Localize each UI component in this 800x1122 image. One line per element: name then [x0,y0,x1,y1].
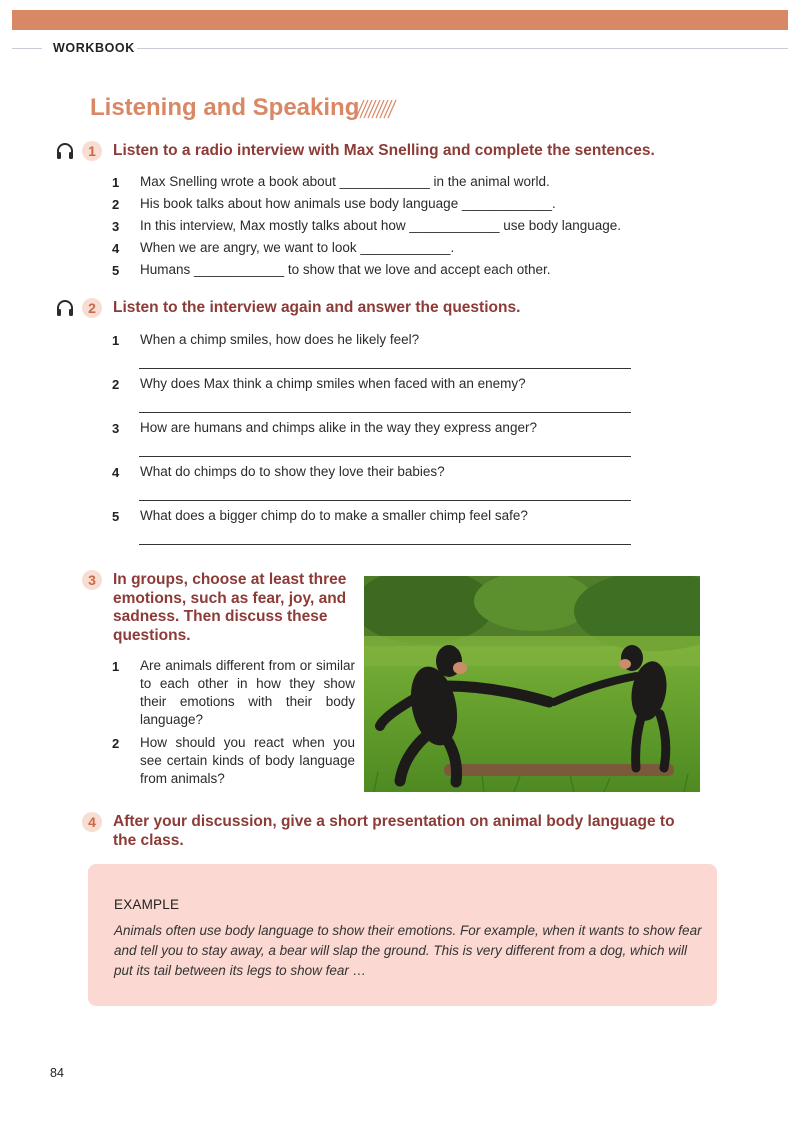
answer-line[interactable] [139,456,631,457]
fill-in-sentence: Max Snelling wrote a book about ____________ in the animal world. [140,174,550,189]
answer-line[interactable] [139,500,631,501]
item-number: 2 [112,197,120,212]
headphones-icon [55,141,75,161]
header-rule-left [12,48,42,49]
exercise-instruction-line: questions. [113,627,191,644]
exercise-instruction-line: In groups, choose at least three [113,571,347,588]
exercise-instruction: Listen to the interview again and answer the questions. [113,299,521,316]
exercise-instruction-line: the class. [113,832,184,849]
headphones-icon [55,298,75,318]
item-number: 3 [112,219,120,234]
exercise-number: 1 [82,141,102,161]
question-text: What does a bigger chimp do to make a smaller chimp feel safe? [140,508,528,523]
exercise-number: 4 [82,812,102,832]
answer-line[interactable] [139,544,631,545]
discussion-question: Are animals different from or similar to each other in how they show their emotions with their body language? [140,658,355,727]
fill-in-sentence: When we are angry, we want to look ____________. [140,240,455,255]
item-number: 1 [112,659,120,674]
chimpanzees-photo [364,576,700,792]
item-number: 4 [112,465,120,480]
question-text: How are humans and chimps alike in the way they express anger? [140,420,537,435]
question-text: What do chimps do to show they love their babies? [140,464,445,479]
workbook-label: WORKBOOK [53,41,135,55]
item-number: 5 [112,509,120,524]
fill-in-sentence: Humans ____________ to show that we love and accept each other. [140,262,551,277]
item-number: 2 [112,377,120,392]
answer-line[interactable] [139,368,631,369]
question-text: Why does Max think a chimp smiles when faced with an enemy? [140,376,526,391]
header-rule [137,48,788,49]
item-number: 4 [112,241,120,256]
question-text: When a chimp smiles, how does he likely feel? [140,332,420,347]
exercise-instruction-line: After your discussion, give a short presentation on animal body language to [113,813,675,830]
item-number: 3 [112,421,120,436]
item-number: 2 [112,736,120,751]
exercise-instruction-line: emotions, such as fear, joy, and [113,590,347,607]
item-number: 5 [112,263,120,278]
top-color-band [12,10,788,30]
fill-in-sentence: His book talks about how animals use body language ____________. [140,196,556,211]
section-title: Listening and Speaking [90,94,360,121]
exercise-number: 2 [82,298,102,318]
decorative-slashes-icon [352,99,398,119]
example-text: Animals often use body language to show their emotions. For example, when it wants to show fear and tell you to stay away, a bear will slap the ground. This is very different from a dog, which will put its tail between its legs to show fear … [114,923,702,978]
exercise-number: 3 [82,570,102,590]
fill-in-sentence: In this interview, Max mostly talks about how ____________ use body language. [140,218,622,233]
item-number: 1 [112,333,120,348]
example-title: EXAMPLE [114,897,180,912]
discussion-question: How should you react when you see certain kinds of body language from animals? [140,735,355,786]
item-number: 1 [112,175,120,190]
exercise-instruction-line: sadness. Then discuss these [113,608,328,625]
page-number: 84 [50,1066,64,1080]
answer-line[interactable] [139,412,631,413]
exercise-instruction: Listen to a radio interview with Max Snelling and complete the sentences. [113,142,655,159]
